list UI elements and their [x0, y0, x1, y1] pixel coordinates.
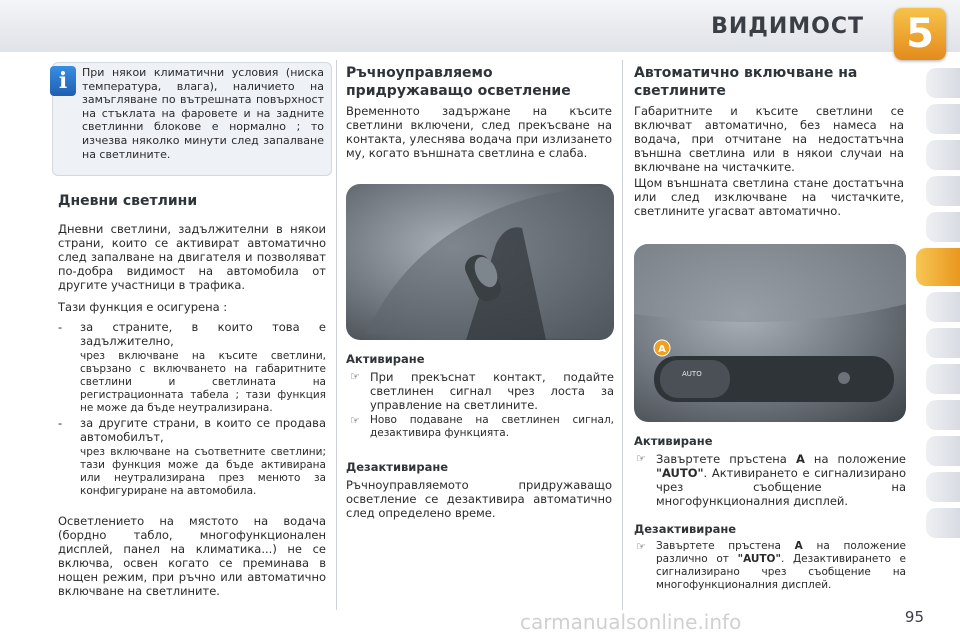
follow-me-deactivation-title: Дезактивиране — [346, 460, 449, 474]
side-tab[interactable] — [926, 176, 960, 206]
side-tab[interactable] — [926, 472, 960, 502]
light-switch-photo — [634, 244, 906, 422]
follow-me-heading: Ръчноуправляемо придружаващо осветление — [346, 65, 571, 99]
follow-me-para1: Временното задържане на късите светлини включени, след прекъсване на контакта, улеснява водача при излизането му, когато външната светлина е слаба. — [346, 104, 612, 160]
bullet-text-post: . Дезактивирането е сигнализирано чрез съобщение на многофункционалния дисплей. — [656, 553, 907, 591]
list-item1-title: за страните, в които това е задължително, — [80, 320, 326, 348]
column-divider — [622, 60, 623, 610]
page-title: ВИДИМОСТ — [711, 14, 864, 39]
chapter-number-badge: 5 — [894, 8, 946, 60]
auto-lights-activation-bullet — [636, 452, 907, 508]
daytime-lights-heading: Дневни светлини — [58, 193, 198, 209]
stalk-photo — [346, 184, 614, 340]
daytime-lights-para2: Тази функция е осигурена : — [58, 300, 228, 314]
side-tab[interactable] — [926, 104, 960, 134]
auto-lights-activation-title: Активиране — [634, 434, 713, 448]
bullet-text-mid: на положение — [813, 452, 907, 466]
auto-lights-deactivation-title: Дезактивиране — [634, 522, 737, 536]
list-item1-text: чрез включване на късите светлини, свързано с включването на габаритните светлини и светлината на регистрационната табела ; тази функция не може да бъде неутрализирана. — [80, 350, 326, 414]
auto-lights-heading: Автоматично включване на светлините — [634, 65, 858, 99]
auto-position-label: AUTO — [682, 370, 702, 378]
side-tab[interactable] — [926, 140, 960, 170]
follow-me-activation-title: Активиране — [346, 352, 425, 366]
side-tab[interactable] — [926, 292, 960, 322]
info-text: При някои климатични условия (ниска температура, влага), наличието на замъгляване по вътрешната повърхност на стъклата на фаровете и на задните светлинни блокове е нормално ; то изчезва няколко минути след запалване на светлините. — [82, 66, 324, 161]
list-dash: - — [58, 416, 63, 430]
follow-me-deactivation-text: Ръчноуправляемото придружаващо осветление се дезактивира автоматично след определено време. — [346, 478, 612, 520]
bullet-text: При прекъснат контакт, подайте светлинен сигнал чрез лоста за управление на светлините. — [370, 370, 614, 412]
auto-lights-para1: Габаритните и късите светлини се включват автоматично, без намеса на водача, при отчитане на недостатъчна външна светлина или в някои случаи на включване на чистачките. — [634, 104, 904, 174]
side-tab[interactable] — [926, 436, 960, 466]
ring-a-label: A — [794, 540, 803, 552]
side-tab-active[interactable] — [916, 248, 960, 286]
daytime-lights-para3: Осветлението на мястото на водача (бордно табло, многофункционален дисплей, панел на климатика...) не се включва, освен когато се преминава в нощен режим, при ръчно или автоматично включване на светлините. — [58, 514, 326, 598]
ring-a-label: A — [795, 452, 805, 466]
side-tab[interactable] — [926, 68, 960, 98]
column-divider — [336, 60, 337, 610]
chapter-side-tabs — [926, 68, 960, 544]
bullet-text-mid: на положение различно от — [656, 540, 906, 565]
auto-label: "AUTO" — [656, 466, 704, 480]
bullet-text-post: . Активирането е сигнализирано чрез съобщение на многофункционалния дисплей. — [656, 466, 906, 508]
watermark: carmanualsonline.info — [520, 610, 742, 634]
hand-pointer-icon: ☞ — [636, 540, 646, 553]
info-icon: i — [50, 66, 76, 96]
side-tab[interactable] — [926, 508, 960, 538]
side-tab[interactable] — [926, 364, 960, 394]
side-tab[interactable] — [926, 212, 960, 242]
side-tab[interactable] — [926, 328, 960, 358]
side-tab[interactable] — [926, 400, 960, 430]
list-dash: - — [58, 320, 63, 334]
follow-me-activation-bullet1 — [350, 370, 614, 412]
ring-label-a: A — [658, 344, 666, 355]
daytime-lights-para1: Дневни светлини, задължителни в някои страни, които се активират автоматично след запалване на двигателя и позволяват по-добра видимост на автомобила от другите участници в трафика. — [58, 222, 326, 292]
hand-pointer-icon: ☞ — [350, 370, 360, 383]
stalk-illustration — [346, 184, 614, 340]
bullet-text-pre: Завъртете пръстена — [656, 540, 781, 552]
bullet-text: Ново подаване на светлинен сигнал, дезактивира функцията. — [370, 414, 614, 439]
auto-label: "AUTO" — [737, 553, 781, 565]
hand-pointer-icon: ☞ — [636, 452, 646, 465]
bullet-text-pre: Завъртете пръстена — [656, 452, 787, 466]
light-switch-illustration — [634, 244, 906, 422]
page-number: 95 — [904, 608, 924, 626]
list-item2-title: за другите страни, в които се продава автомобилът, — [80, 416, 326, 444]
auto-lights-para2: Щом външната светлина стане достатъчна или след изключване на чистачките, светлините угасват автоматично. — [634, 176, 904, 218]
list-item2-text: чрез включване на съответните светлини; тази функция може да бъде активирана или неутрализирана през менюто за конфигуриране на автомобила. — [80, 446, 326, 497]
follow-me-activation-bullet2 — [350, 414, 614, 440]
auto-lights-deactivation-bullet — [636, 540, 907, 592]
hand-pointer-icon: ☞ — [350, 414, 360, 427]
